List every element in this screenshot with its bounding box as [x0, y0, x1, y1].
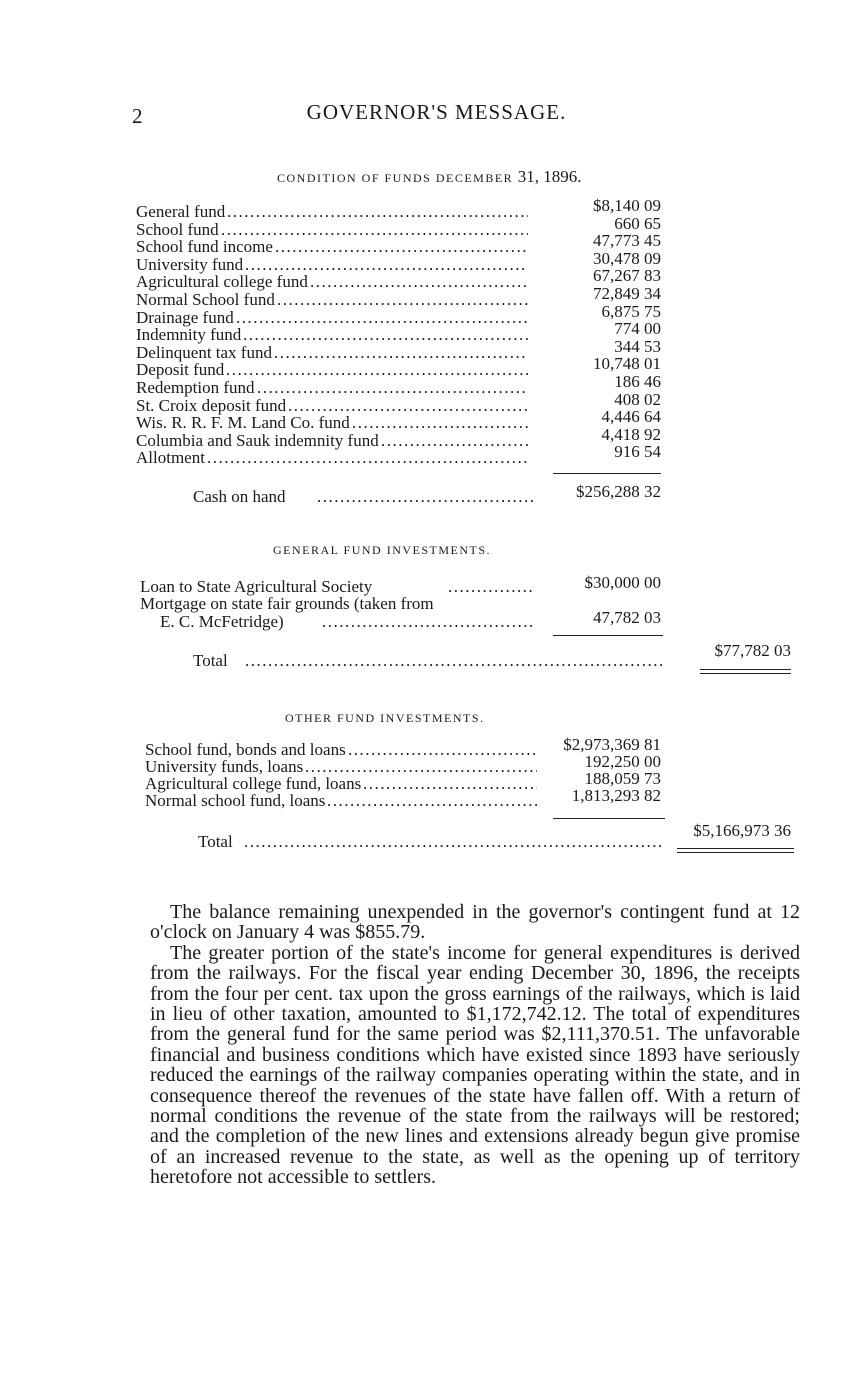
- condition-row-amount: $8,140 09: [593, 196, 661, 215]
- condition-row: [136, 203, 528, 221]
- body-text: [150, 902, 800, 1188]
- condition-row-amount: 67,267 83: [593, 266, 661, 286]
- leader-dots: [236, 309, 528, 327]
- condition-row-amount: 344 53: [614, 336, 661, 356]
- condition-row-label: Indemnity fund: [136, 325, 242, 345]
- condition-row: [136, 221, 528, 239]
- cash-on-hand-label: Cash on hand: [193, 487, 286, 506]
- condition-row-amount: 10,748 01: [593, 354, 661, 374]
- general-row: [140, 595, 540, 613]
- condition-row-label: St. Croix deposit fund: [136, 395, 287, 415]
- leader-dots: [363, 775, 537, 793]
- general-row-label: E. C. McFetridge): [160, 612, 284, 631]
- leader-dots: [352, 414, 528, 432]
- general-subtotal-rule: [553, 635, 663, 636]
- leader-dots: [317, 488, 533, 506]
- condition-row: [136, 432, 528, 450]
- condition-row-amount: 4,446 64: [601, 407, 661, 427]
- general-total-double-rule: [700, 669, 791, 674]
- leader-dots: [327, 792, 537, 810]
- condition-row-amount: 72,849 34: [593, 284, 661, 303]
- condition-row-amount: 4,418 92: [601, 424, 661, 444]
- other-row-amount: 188,059 73: [584, 769, 661, 788]
- leader-dots: [310, 273, 528, 291]
- general-row-label: Mortgage on state fair grounds (taken from: [140, 594, 434, 613]
- other-row-label: University funds, loans: [145, 757, 304, 776]
- condition-row: [136, 238, 528, 256]
- condition-row-label: Normal School fund: [136, 290, 275, 309]
- condition-row-amount: 916 54: [614, 442, 661, 462]
- condition-row-label: University fund: [136, 254, 244, 274]
- paragraph: The greater portion of the state's income for general expenditures is derived from the railways. For the fiscal year ending December 30, 1896, the receipts from the four per cent. tax upon the gross earnings of the railways, which is laid in lieu of other taxation, amounted to $1,172,742.12. The total of expenditures from the general fund for the same period was $2,111,370.51. The unfavorable financial and business conditions which have existed since 1893 have seriously reduced the earnings of the railway companies operating within the state, and in consequence thereof the revenues of the state have fallen off. With a return of normal conditions the revenue of the state from the railways will be restored; and the completion of the new lines and extensions already begun give promise of an increased revenue to the state, as well as the opening up of territory heretofore not accessible to settlers.: [150, 941, 800, 1189]
- other-title: OTHER FUND INVESTMENTS.: [285, 711, 485, 725]
- general-total-row: [193, 652, 663, 670]
- condition-row: [136, 397, 528, 415]
- leader-dots: [448, 578, 533, 596]
- condition-row-label: General fund: [136, 202, 226, 221]
- leader-dots: [244, 833, 663, 851]
- leader-dots: [245, 256, 528, 274]
- leader-dots: [274, 344, 528, 362]
- cash-on-hand-row: [193, 488, 533, 506]
- condition-row: [136, 273, 528, 291]
- leader-dots: [275, 238, 528, 256]
- other-row-label: Agricultural college fund, loans: [145, 774, 362, 793]
- general-title: GENERAL FUND INVESTMENTS.: [273, 543, 492, 557]
- general-row: [160, 613, 533, 631]
- cash-on-hand-amount: $256,288 32: [576, 482, 661, 501]
- condition-row-amount: 774 00: [614, 319, 661, 339]
- condition-row: [136, 379, 528, 397]
- condition-row-amount: 47,773 45: [593, 231, 661, 251]
- condition-title-date: 31, 1896.: [517, 167, 582, 186]
- condition-row: [136, 414, 528, 432]
- condition-row: [136, 344, 528, 362]
- condition-row-label: Redemption fund: [136, 378, 255, 397]
- other-total-label: Total: [198, 832, 233, 851]
- other-row-label: School fund, bonds and loans: [145, 740, 346, 759]
- other-row: [145, 792, 537, 810]
- condition-row-label: Drainage fund: [136, 307, 234, 327]
- condition-row-amount: 408 02: [614, 389, 661, 409]
- condition-row-label: Agricultural college fund: [136, 272, 308, 292]
- other-row-amount: 192,250 00: [584, 752, 661, 771]
- condition-row: [136, 256, 528, 274]
- leader-dots: [322, 613, 533, 631]
- condition-row-label: Wis. R. R. F. M. Land Co. fund: [136, 413, 350, 433]
- condition-subtotal-rule: [553, 473, 661, 474]
- condition-row-amount: 30,478 09: [593, 248, 661, 268]
- leader-dots: [221, 221, 528, 239]
- condition-row-label: School fund: [136, 219, 219, 239]
- other-total-amount: $5,166,973 36: [693, 821, 791, 840]
- condition-row-label: School fund income: [136, 237, 273, 257]
- condition-row: [136, 291, 528, 309]
- leader-dots: [226, 361, 528, 379]
- leader-dots: [257, 379, 528, 397]
- running-head: GOVERNOR'S MESSAGE.: [306, 100, 567, 124]
- other-total-row: [198, 833, 663, 851]
- condition-row-label: Deposit fund: [136, 360, 225, 380]
- condition-row-label: Columbia and Sauk indemnity fund: [136, 430, 379, 450]
- leader-dots: [243, 326, 528, 344]
- leader-dots: [245, 652, 663, 670]
- general-total-label: Total: [193, 651, 228, 670]
- condition-title: [277, 167, 581, 187]
- page-number: 2: [132, 104, 143, 128]
- general-row-amount: 47,782 03: [593, 608, 661, 627]
- condition-row: [136, 326, 528, 344]
- general-row-label: Loan to State Agricultural Society: [140, 577, 373, 596]
- leader-dots: [288, 397, 528, 415]
- other-row-amount: $2,973,369 81: [563, 735, 661, 754]
- other-total-double-rule: [677, 848, 794, 853]
- leader-dots: [381, 432, 528, 450]
- other-row-label: Normal school fund, loans: [145, 791, 326, 810]
- leader-dots: [207, 449, 528, 467]
- condition-row: [136, 361, 528, 379]
- other-subtotal-rule: [553, 818, 665, 819]
- condition-row: [136, 449, 528, 467]
- general-row-amount: $30,000 00: [584, 573, 661, 592]
- condition-row-label: Delinquent tax fund: [136, 342, 272, 362]
- condition-row: [136, 309, 528, 327]
- leader-dots: [277, 291, 528, 309]
- paragraph: The balance remaining unexpended in the governor's contingent fund at 12 o'clock on January 4 was $855.79.: [150, 901, 800, 944]
- condition-title-text: CONDITION OF FUNDS DECEMBER: [277, 171, 514, 185]
- other-row-amount: 1,813,293 82: [571, 786, 661, 805]
- condition-row-amount: 660 65: [614, 213, 661, 233]
- leader-dots: [348, 741, 537, 759]
- general-total-amount: $77,782 03: [714, 641, 791, 660]
- condition-row-label: Allotment: [136, 448, 205, 468]
- leader-dots: [227, 203, 528, 221]
- condition-row-amount: 186 46: [614, 372, 661, 391]
- condition-row-amount: 6,875 75: [601, 301, 661, 321]
